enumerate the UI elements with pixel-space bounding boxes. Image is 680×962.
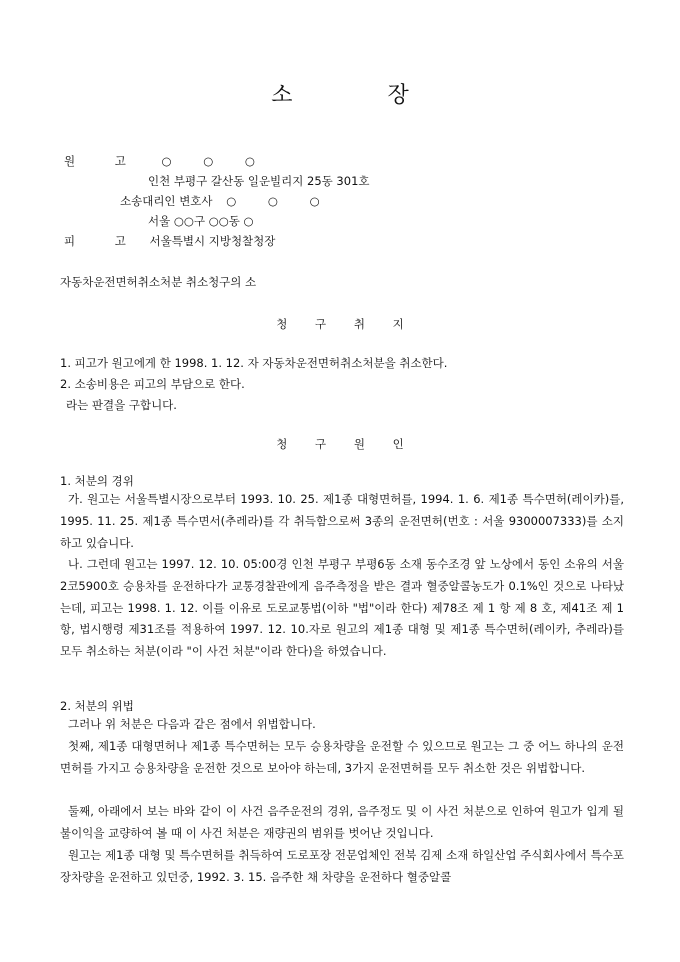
document-title: 소 장 — [271, 83, 453, 108]
plaintiff-address: 인천 부평구 갈산동 일운빌리지 25동 301호 — [148, 174, 370, 188]
defendant-row — [64, 233, 275, 249]
section-1-paragraph-na: 나. 그런데 원고는 1997. 12. 10. 05:00경 인천 부평구 부평6동 소재 동수조경 앞 노상에서 동인 소유의 서울 2코5900호 승용차를 운전하다가 교통경찰관에게 음주측정을 받은 결과 혈중알콜농도가 0.1%인 것으로 나타났는데, 피고는 1998. 1. 12. 이를 이유로 도로교통법(이하 "법"이라 한다) 제78조 제 1 항 제 8 호, 제41조 제 1 항, 법시행령 제31조를 적용하여 1997. 12. 10.자로 원고의 제1종 대형 및 제1종 특수면허(레이카, 추레라)를 모두 취소하는 처분(이라 "이 사건 처분"이라 한다)을 하였습니다. — [60, 557, 624, 659]
claim-purpose-heading: 청 구 취 지 — [276, 317, 416, 331]
attorney-row — [120, 193, 334, 209]
plaintiff-row — [64, 153, 269, 169]
section-2-title: 2. 처분의 위법 — [60, 699, 134, 713]
section-2-intro: 그러나 위 처분은 다음과 같은 점에서 위법합니다. — [68, 717, 316, 731]
defendant-label: 피 고 — [64, 234, 144, 248]
section-1-title: 1. 처분의 경위 — [60, 474, 134, 488]
section-2-first-reason: 첫째, 제1종 대형면허나 제1종 특수면허는 모두 승용차량을 운전할 수 있으므로 원고는 그 중 어느 하나의 운전면허를 가지고 승용차량을 운전한 것으로 보아야 하는데, 3가지 운전면허를 모두 취소한 것은 위법합니다. — [60, 739, 624, 775]
claim-cause-heading: 청 구 원 인 — [276, 437, 416, 451]
claim-purpose-item-2: 2. 소송비용은 피고의 부담으로 한다. — [60, 377, 245, 391]
section-2-second-reason: 둘째, 아래에서 보는 바와 같이 이 사건 음주운전의 경위, 음주정도 및 이 사건 처분으로 인하여 원고가 입게 될 불이익을 교량하여 볼 때 이 사건 처분은 재량권의 범위를 벗어난 것입니다. — [60, 804, 624, 840]
attorney-name: ○ ○ ○ — [226, 194, 334, 208]
section-2-third-paragraph: 원고는 제1종 대형 및 특수면허를 취득하여 도로포장 전문업체인 전북 김제 소재 하일산업 주식회사에서 특수포장차량을 운전하고 있던중, 1992. 3. 15. 음주한 채 차량을 운전하다 혈중알콜 — [60, 848, 624, 884]
section-1-paragraph-ga: 가. 원고는 서울특별시장으로부터 1993. 10. 25. 제1종 대형면허를, 1994. 1. 6. 제1종 특수면허(레이카)를, 1995. 11. 25. 제1종 특수면서(추레라)를 각 취득함으로써 3종의 운전면허(번호 : 서울 9300007333)를 소지하고 있습니다. — [60, 492, 624, 550]
claim-purpose-closing: 라는 판결을 구합니다. — [66, 398, 177, 412]
plaintiff-label: 원 고 — [64, 154, 144, 168]
attorney-label: 소송대리인 변호사 — [120, 194, 213, 208]
claim-purpose-item-1: 1. 피고가 원고에게 한 1998. 1. 12. 자 자동차운전면허취소처분을 취소한다. — [60, 356, 448, 370]
attorney-address: 서울 ○○구 ○○동 ○ — [148, 214, 254, 228]
case-title: 자동차운전면허취소처분 취소청구의 소 — [60, 275, 257, 289]
plaintiff-name: ○ ○ ○ — [161, 154, 269, 168]
defendant-name: 서울특별시 지방청찰청장 — [149, 234, 276, 248]
